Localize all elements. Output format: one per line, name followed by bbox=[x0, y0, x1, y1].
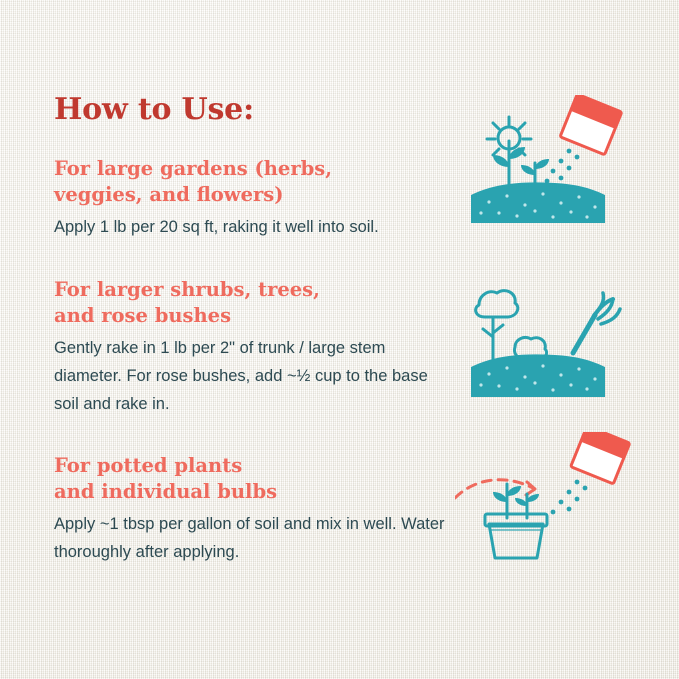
section-2-heading-line-2: and rose bushes bbox=[54, 304, 232, 327]
section-shrubs-trees bbox=[54, 277, 454, 418]
section-1-heading bbox=[54, 156, 454, 208]
section-3-body: Apply ~1 tbsp per gallon of soil and mix in well. Water thoroughly after applying. bbox=[54, 515, 445, 561]
section-potted-plants bbox=[54, 453, 454, 566]
section-2-heading bbox=[54, 277, 454, 329]
section-1-heading-line-2: veggies, and flowers) bbox=[54, 183, 284, 206]
section-2-body: Gently rake in 1 lb per 2" of trunk / large stem diameter. For rose bushes, add ~½ cup to the base soil and rake in. bbox=[54, 339, 428, 413]
section-2-heading-line-1: For larger shrubs, trees, bbox=[54, 278, 320, 301]
section-3-heading-line-2: and individual bulbs bbox=[54, 480, 278, 503]
flower-in-soil-with-pouring-bag-icon bbox=[455, 95, 630, 245]
section-1-body: Apply 1 lb per 20 sq ft, raking it well into soil. bbox=[54, 218, 379, 236]
page-title: How to Use: bbox=[54, 92, 254, 127]
section-3-heading bbox=[54, 453, 454, 505]
section-1-heading-line-1: For large gardens (herbs, bbox=[54, 157, 333, 180]
potted-plant-with-pouring-bag-and-arrow-icon bbox=[455, 432, 640, 577]
section-3-heading-line-1: For potted plants bbox=[54, 454, 243, 477]
section-large-gardens bbox=[54, 156, 454, 241]
tree-shrub-and-rake-in-soil-icon bbox=[455, 275, 630, 430]
